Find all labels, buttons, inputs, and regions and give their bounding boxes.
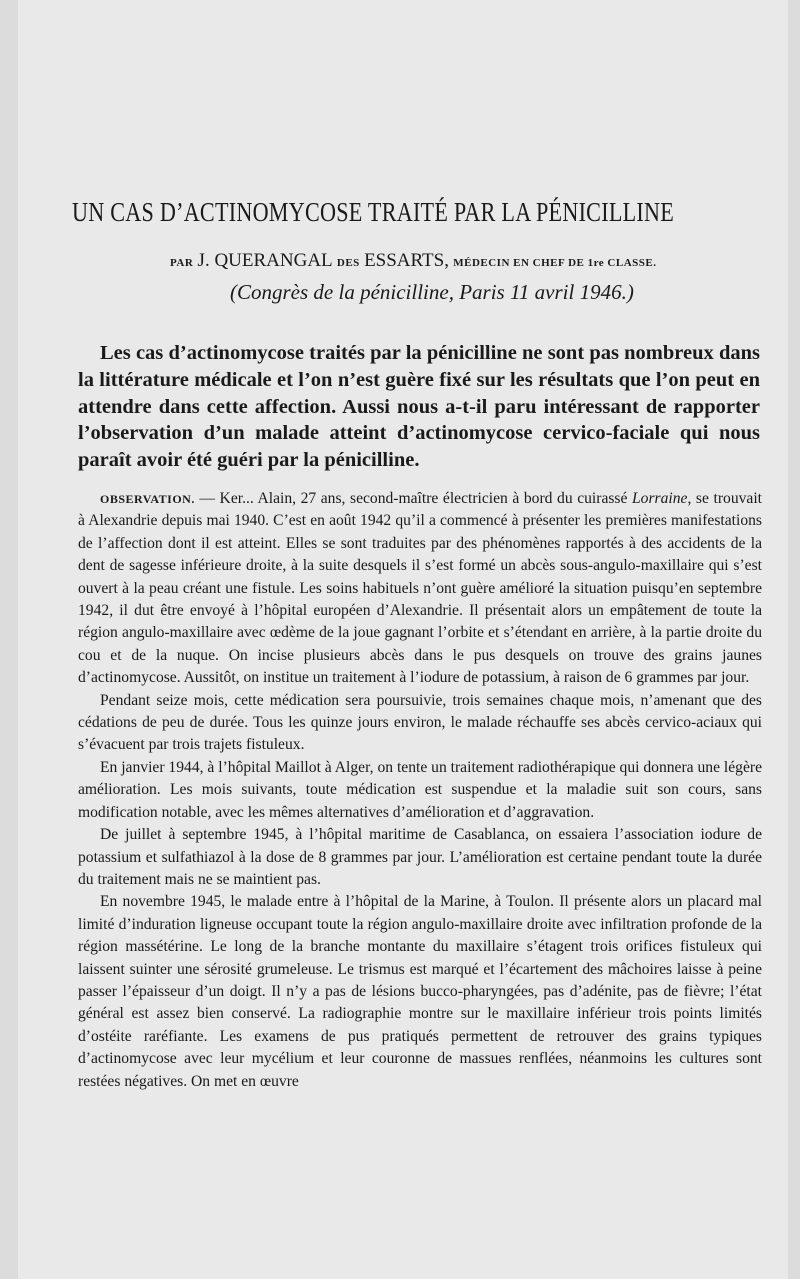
observation-text-a: — Ker... Alain, 27 ans, second-maître électricien à bord du cuirassé	[194, 490, 632, 507]
observation-text-b: , se trouvait à Alexandrie depuis mai 1940. C’est en août 1942 qu’il a commencé à présenter les premières manifestations de l’affection dont il est atteint. Elles se sont traduites par des phénomènes rapportés à des accidents de la dent de sagesse inférieure droite, à la suite desquels il s’est formé un abcès sous-angulo-maxillaire qui s’est ouvert à la peau créant une fistule. Les soins habituels n’ont guère amélioré la situation puisqu’en septembre 1942, il dut être envoyé à l’hôpital européen d’Alexandrie. Il présentait alors un empâtement de toute la région angulo-maxillaire avec œdème de la joue gagnant l’orbite et s’étendant en arrière, à la partie droite du cou et de la nuque. On incise plusieurs abcès dans le pus desquels on trouve des grains jaunes d’actinomycose. Aussitôt, on institue un traitement à l’iodure de potassium, à raison de 6 grammes par jour.	[78, 490, 762, 687]
congress-reference: (Congrès de la pénicilline, Paris 11 avril 1946.)	[230, 280, 634, 304]
body-paragraph-5: En novembre 1945, le malade entre à l’hôpital de la Marine, à Toulon. Il présente alors un placard mal limité d’induration ligneuse occupant toute la région angulo-maxillaire droite avec infiltration profonde de la région massétérine. Le long de la branche montante du maxillaire s’étagent trois orifices fistuleux qui laissent suinter une sérosité grumeleuse. Le trismus est marqué et l’écartement des mâchoires laisse à peine passer l’épaisseur d’un doigt. Il n’y a pas de lésions bucco-pharyngées, pas d’adénite, pas de fièvre; l’état général est assez bien conservé. La radiographie montre sur le maxillaire inférieur trois points limités d’ostéite raréfiante. Les examens de pus pratiqués permettent de retrouver des grains typiques d’actinomycose avec leur mycélium et leur couronne de massues renflées, néanmoins les cultures sont restées négatives. On met en œuvre	[78, 893, 762, 1090]
body-paragraph-3: En janvier 1944, à l’hôpital Maillot à Alger, on tente un traitement radiothérapique qui donnera une légère amélioration. Les mois suivants, toute médication est suspendue et la maladie suit son cours, sans modification notable, avec les mêmes alternatives d’amélioration et d’aggravation.	[78, 758, 762, 821]
observation-label: OBSERVATION.	[100, 492, 195, 506]
abstract-paragraph: Les cas d’actinomycose traités par la pénicilline ne sont pas nombreux dans la littérature médicale et l’on n’est guère fixé sur les résultats que l’on peut en attendre dans cette affection. Aussi nous a-t-il paru intéressant de rapporter l’observation d’un malade atteint d’actinomycose cervico-faciale qui nous paraît avoir été guéri par la pénicilline.	[78, 342, 760, 472]
byline-des: DES	[336, 257, 360, 269]
observation-paragraph	[78, 488, 762, 690]
abstract	[78, 340, 760, 474]
body-paragraph-2: Pendant seize mois, cette médication sera poursuivie, trois semaines chaque mois, n’amenant que des cédations de peu de durée. Tous les quinze jours environ, le malade réchauffe ses abcès cervico-aciaux qui s’évacuent par trois trajets fistuleux.	[78, 691, 762, 754]
ship-name: Lorraine	[632, 490, 688, 507]
body-paragraph-4: De juillet à septembre 1945, à l’hôpital maritime de Casablanca, on essaiera l’association iodure de potassium et sulfathiazol à la dose de 8 grammes par jour. L’amélioration est certaine pendant toute la durée du traitement mais ne se maintient pas.	[78, 826, 762, 888]
byline-par: PAR	[170, 257, 194, 269]
byline-author: J. QUERANGAL	[197, 250, 333, 271]
article-title: UN CAS D’ACTINOMYCOSE TRAITÉ PAR LA PÉNICILLINE	[72, 197, 674, 227]
article-body	[78, 488, 762, 1093]
byline-rank: MÉDECIN EN CHEF DE 1re CLASSE.	[453, 257, 657, 269]
byline	[170, 250, 656, 272]
byline-author2: ESSARTS,	[364, 250, 449, 271]
